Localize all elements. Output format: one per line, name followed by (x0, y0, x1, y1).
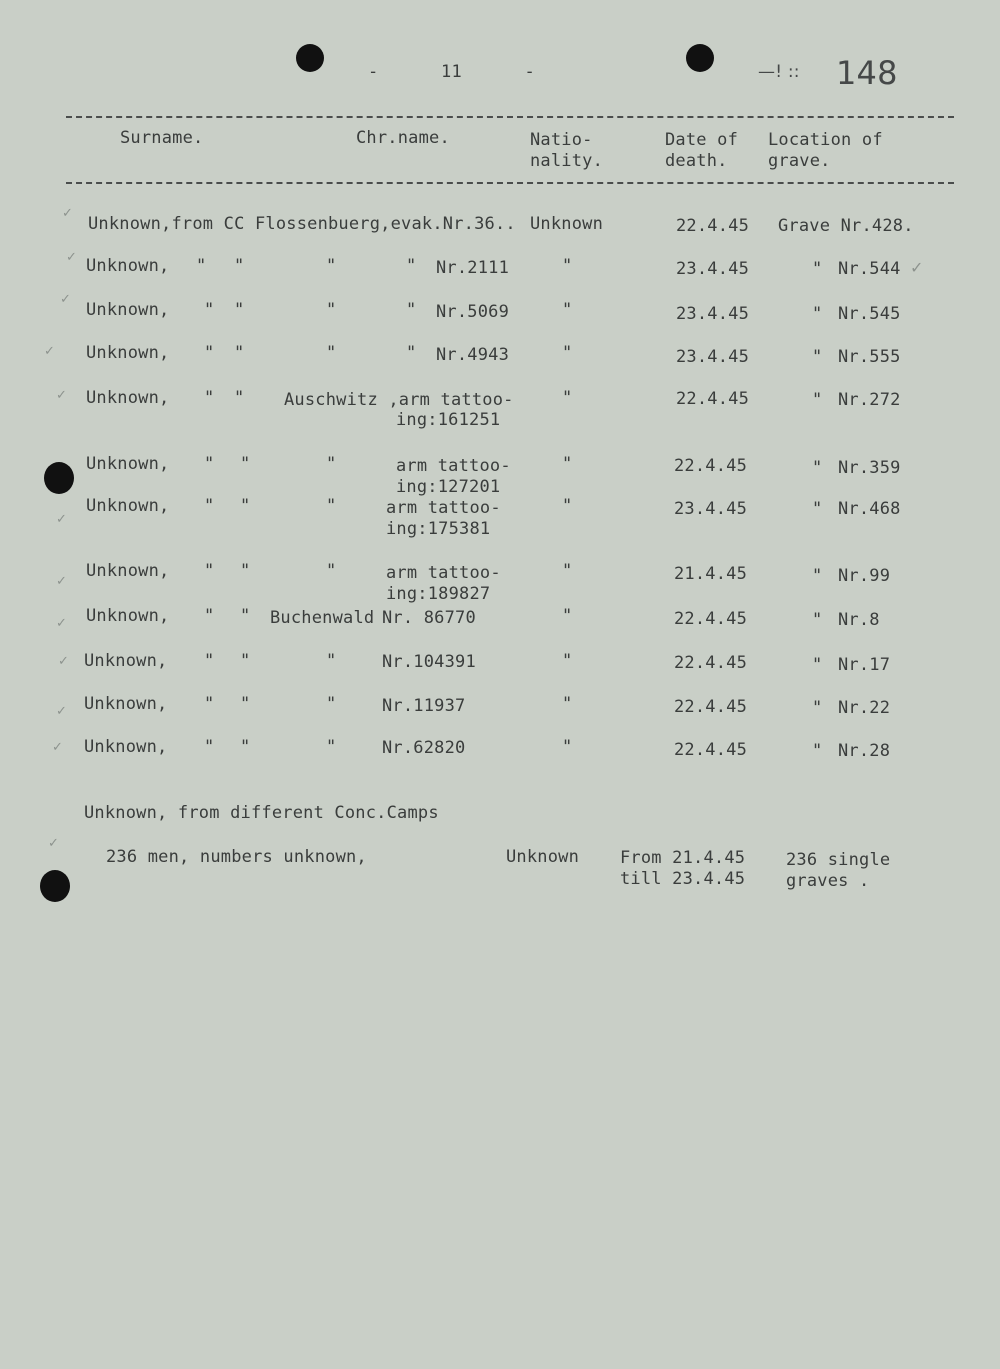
ditto-mark: " (326, 256, 337, 276)
ditto-mark: " (240, 606, 251, 626)
table-row-surname: Unknown, (84, 651, 168, 671)
ditto-mark: " (812, 390, 823, 410)
ditto-mark: " (326, 561, 337, 581)
table-row-chr-name: Nr.11937 (382, 696, 466, 716)
footer-date-range: From 21.4.45 till 23.4.45 (620, 848, 746, 889)
column-surname: Surname. (120, 128, 204, 148)
table-row-date: 21.4.45 (674, 564, 748, 584)
table-row-nationality: " (562, 496, 573, 516)
table-row-nationality: " (562, 561, 573, 581)
check-mark-icon: ✓ (56, 704, 67, 719)
ditto-mark: " (812, 347, 823, 367)
footer-graves: 236 single graves . (786, 850, 891, 891)
table-row-camp: Auschwitz ,arm tattoo- (284, 390, 514, 410)
table-row-date: 22.4.45 (674, 653, 748, 673)
table-row-nationality: " (562, 343, 573, 363)
footer-heading: Unknown, from different Conc.Camps (84, 803, 439, 823)
table-row-surname: Unknown, (86, 300, 170, 320)
table-row-date: 23.4.45 (676, 259, 750, 279)
ditto-mark: " (812, 566, 823, 586)
punch-hole-top-right (686, 44, 714, 72)
table-row-chr-name: Nr.62820 (382, 738, 466, 758)
table-row-grave: Nr.28 (838, 741, 891, 761)
table-row-date: 23.4.45 (674, 499, 748, 519)
table-row-nationality: " (562, 300, 573, 320)
ditto-mark: " (204, 651, 215, 671)
table-row-chr-name: Nr. 86770 (382, 608, 476, 628)
ditto-mark: " (812, 741, 823, 761)
table-row-nationality: " (562, 606, 573, 626)
archive-page-number: 148 (836, 54, 898, 92)
footer-nationality: Unknown (506, 847, 580, 867)
table-row-surname: Unknown, (86, 496, 170, 516)
table-row-nationality: " (562, 737, 573, 757)
table-row-date: 22.4.45 (674, 456, 748, 476)
check-mark-icon: ✓ (48, 836, 59, 851)
table-row-nationality: " (562, 388, 573, 408)
ditto-mark: " (240, 496, 251, 516)
check-mark-icon: ✓ (52, 740, 63, 755)
table-row-surname: Unknown, (86, 454, 170, 474)
check-mark-icon: ✓ (56, 512, 67, 527)
table-row-camp: Buchenwald (270, 608, 375, 628)
table-row-date: 22.4.45 (676, 216, 750, 236)
ditto-mark: " (406, 300, 417, 320)
ditto-mark: " (204, 496, 215, 516)
table-row-nationality: " (562, 651, 573, 671)
table-row-surname: Unknown, (86, 388, 170, 408)
ditto-mark: " (812, 499, 823, 519)
table-row-date: 22.4.45 (676, 389, 750, 409)
check-mark-icon: ✓ (56, 616, 67, 631)
ditto-mark: " (204, 300, 215, 320)
ditto-mark: " (240, 694, 251, 714)
column-nationality: Natio- nality. (530, 130, 604, 171)
ditto-mark: " (204, 388, 215, 408)
table-row-surname: Unknown, (86, 343, 170, 363)
footer-count: 236 men, numbers unknown, (106, 847, 367, 867)
punch-hole-middle-left (44, 462, 74, 494)
table-row-grave: Nr.544 (838, 259, 901, 279)
header-rule-top (66, 116, 954, 118)
check-mark-icon: ✓ (44, 344, 55, 359)
handwritten-prefix: —! :: (758, 62, 800, 82)
ditto-mark: " (204, 694, 215, 714)
ditto-mark: " (240, 651, 251, 671)
punch-hole-top-left (296, 44, 324, 72)
table-row-chr-name: Nr.104391 (382, 652, 476, 672)
table-row-chr-name: Nr.4943 (436, 345, 510, 365)
ditto-mark: " (234, 388, 245, 408)
table-row-nationality: " (562, 256, 573, 276)
table-row-grave: Nr.555 (838, 347, 901, 367)
column-location-of-grave: Location of grave. (768, 130, 883, 171)
ditto-mark: " (234, 300, 245, 320)
ditto-mark: " (204, 454, 215, 474)
ditto-mark: " (812, 458, 823, 478)
ditto-mark: " (234, 256, 245, 276)
table-row-date: 23.4.45 (676, 347, 750, 367)
ditto-mark: " (326, 343, 337, 363)
table-row-chr-name: Nr.2111 (436, 258, 510, 278)
table-row-surname: Unknown,from CC Flossenbuerg,evak.Nr.36.. (88, 214, 516, 234)
ditto-mark: " (204, 561, 215, 581)
table-row-grave: Nr.545 (838, 304, 901, 324)
ditto-mark: " (406, 343, 417, 363)
punch-hole-bottom-left (40, 870, 70, 902)
ditto-mark: " (326, 300, 337, 320)
table-row-nationality: " (562, 454, 573, 474)
ditto-mark: " (812, 698, 823, 718)
table-row-surname: Unknown, (84, 737, 168, 757)
ditto-mark: " (204, 737, 215, 757)
header-rule-bottom (66, 182, 954, 184)
ditto-mark: " (406, 256, 417, 276)
table-row-date: 22.4.45 (674, 740, 748, 760)
table-row-grave: Nr.17 (838, 655, 891, 675)
column-chr-name: Chr.name. (356, 128, 450, 148)
page-number: - 11 - (368, 62, 535, 82)
check-mark-icon: ✓ (56, 574, 67, 589)
ditto-mark: " (240, 454, 251, 474)
ditto-mark: " (326, 651, 337, 671)
column-date-of-death: Date of death. (665, 130, 739, 171)
ditto-mark: " (234, 343, 245, 363)
table-row-grave: Nr.8 (838, 610, 880, 630)
check-mark-icon: ✓ (58, 654, 69, 669)
check-mark-icon: ✓ (910, 258, 924, 277)
ditto-mark: " (812, 610, 823, 630)
check-mark-icon: ✓ (60, 292, 71, 307)
table-row-chr-name: Nr.5069 (436, 302, 510, 322)
table-row-date: 23.4.45 (676, 304, 750, 324)
table-row-chr-name: ing:161251 (396, 410, 501, 430)
check-mark-icon: ✓ (62, 206, 73, 221)
table-row-chr-name: arm tattoo- ing:127201 (396, 456, 511, 497)
check-mark-icon: ✓ (56, 388, 67, 403)
table-row-chr-name: arm tattoo- ing:189827 (386, 563, 501, 604)
ditto-mark: " (812, 259, 823, 279)
table-row-chr-name: arm tattoo- ing:175381 (386, 498, 501, 539)
check-mark-icon: ✓ (66, 250, 77, 265)
ditto-mark: " (812, 655, 823, 675)
table-row-grave: Nr.468 (838, 499, 901, 519)
ditto-mark: " (240, 737, 251, 757)
table-row-surname: Unknown, (86, 606, 170, 626)
ditto-mark: " (326, 737, 337, 757)
table-row-date: 22.4.45 (674, 609, 748, 629)
ditto-mark: " (240, 561, 251, 581)
table-row-nationality: Unknown (530, 214, 604, 234)
ditto-mark: " (204, 606, 215, 626)
table-row-surname: Unknown, (86, 561, 170, 581)
ditto-mark: " (812, 304, 823, 324)
table-row-surname: Unknown, (86, 256, 170, 276)
table-row-grave: Nr.359 (838, 458, 901, 478)
ditto-mark: " (326, 454, 337, 474)
table-row-date: 22.4.45 (674, 697, 748, 717)
table-row-surname: Unknown, (84, 694, 168, 714)
table-row-grave: Nr.272 (838, 390, 901, 410)
ditto-mark: " (204, 343, 215, 363)
table-row-grave: Nr.99 (838, 566, 891, 586)
table-row-grave: Nr.22 (838, 698, 891, 718)
table-row-nationality: " (562, 694, 573, 714)
ditto-mark: " (326, 496, 337, 516)
ditto-mark: " (326, 694, 337, 714)
ditto-mark: " (196, 256, 207, 276)
table-row-grave: Grave Nr.428. (778, 216, 914, 236)
